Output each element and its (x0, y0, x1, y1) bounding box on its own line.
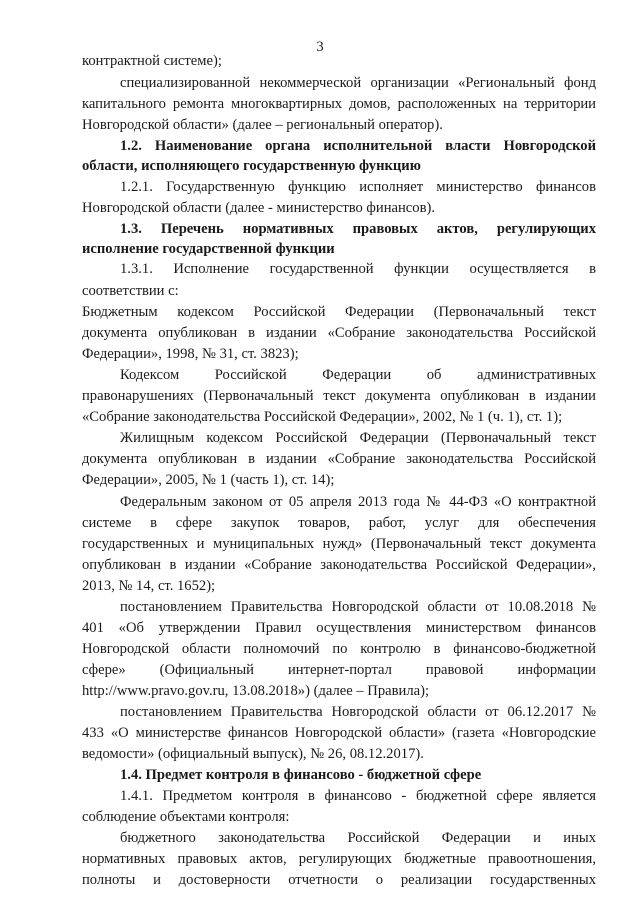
section-heading-line: 1.3. Перечень нормативных правовых актов, регулирующих (120, 221, 596, 237)
text-line: 2013, № 14, ст. 1652); (82, 578, 216, 594)
text-line: 1.4.1. Предметом контроля в финансово - бюджетной сфере является (120, 788, 596, 804)
text-line: Кодексом Российской Федерации об административных (120, 367, 596, 383)
text-line: системе в сфере закупок товаров, работ, услуг для обеспечения (82, 515, 596, 531)
text-line: Новгородской области полномочий по контролю в финансово-бюджетной (82, 641, 596, 657)
text-line: Жилищным кодексом Российской Федерации (Первоначальный текст (120, 430, 596, 446)
text-line: постановлением Правительства Новгородской области от 10.08.2018 № (120, 599, 596, 615)
text-line: контрактной системе); (82, 53, 222, 69)
text-line: Федерации», 1998, № 31, ст. 3823); (82, 346, 299, 362)
text-line: ведомости» (официальный выпуск), № 26, 08.12.2017). (82, 746, 424, 762)
text-line: специализированной некоммерческой организации «Региональный фонд (120, 75, 596, 91)
text-line: полноты и достоверности отчетности о реализации государственных (82, 872, 596, 888)
text-line: документа опубликован в издании «Собрание законодательства Российской (82, 451, 596, 467)
text-line: 1.3.1. Исполнение государственной функции осуществляется в (120, 261, 596, 277)
text-line: государственных и муниципальных нужд» (Первоначальный текст документа (82, 536, 596, 552)
text-line: документа опубликован в издании «Собрание законодательства Российской (82, 325, 596, 341)
section-heading-line: 1.2. Наименование органа исполнительной власти Новгородской (120, 138, 596, 154)
text-line: 433 «О министерстве финансов Новгородской области» (газета «Новгородские (82, 725, 596, 741)
text-line: правонарушениях (Первоначальный текст документа опубликован в издании (82, 388, 596, 404)
text-line: «Собрание законодательства Российской Федерации», 2002, № 1 (ч. 1), ст. 1); (82, 409, 563, 425)
text-line: бюджетного законодательства Российской Федерации и иных (120, 830, 596, 846)
text-line: опубликован в издании «Собрание законодательства Российской Федерации», (82, 557, 596, 573)
text-line: http://www.pravo.gov.ru, 13.08.2018») (далее – Правила); (82, 683, 429, 699)
text-line: 401 «Об утверждении Правил осуществления министерством финансов (82, 620, 596, 636)
text-line: сфере» (Официальный интернет-портал правовой информации (82, 662, 596, 678)
text-line: Бюджетным кодексом Российской Федерации (Первоначальный текст (82, 304, 596, 320)
text-line: Новгородской области (далее - министерство финансов). (82, 200, 435, 216)
text-line: Новгородской области» (далее – региональный оператор). (82, 117, 443, 133)
section-heading-line: области, исполняющего государственную функцию (82, 158, 421, 174)
text-line: соответствии с: (82, 283, 179, 299)
text-line: капитального ремонта многоквартирных домов, расположенных на территории (82, 96, 596, 112)
text-line: Федеральным законом от 05 апреля 2013 года № 44-ФЗ «О контрактной (120, 494, 596, 510)
text-line: нормативных правовых актов, регулирующих бюджетные правоотношения, (82, 851, 596, 867)
text-line: Федерации», 2005, № 1 (часть 1), ст. 14); (82, 472, 335, 488)
section-heading-line: исполнение государственной функции (82, 241, 335, 257)
page-number: 3 (316, 39, 324, 55)
text-line: 1.2.1. Государственную функцию исполняет министерство финансов (120, 179, 596, 195)
text-line: постановлением Правительства Новгородской области от 06.12.2017 № (120, 704, 596, 720)
section-heading-line: 1.4. Предмет контроля в финансово - бюджетной сфере (120, 767, 482, 783)
text-line: соблюдение объектами контроля: (82, 809, 290, 825)
